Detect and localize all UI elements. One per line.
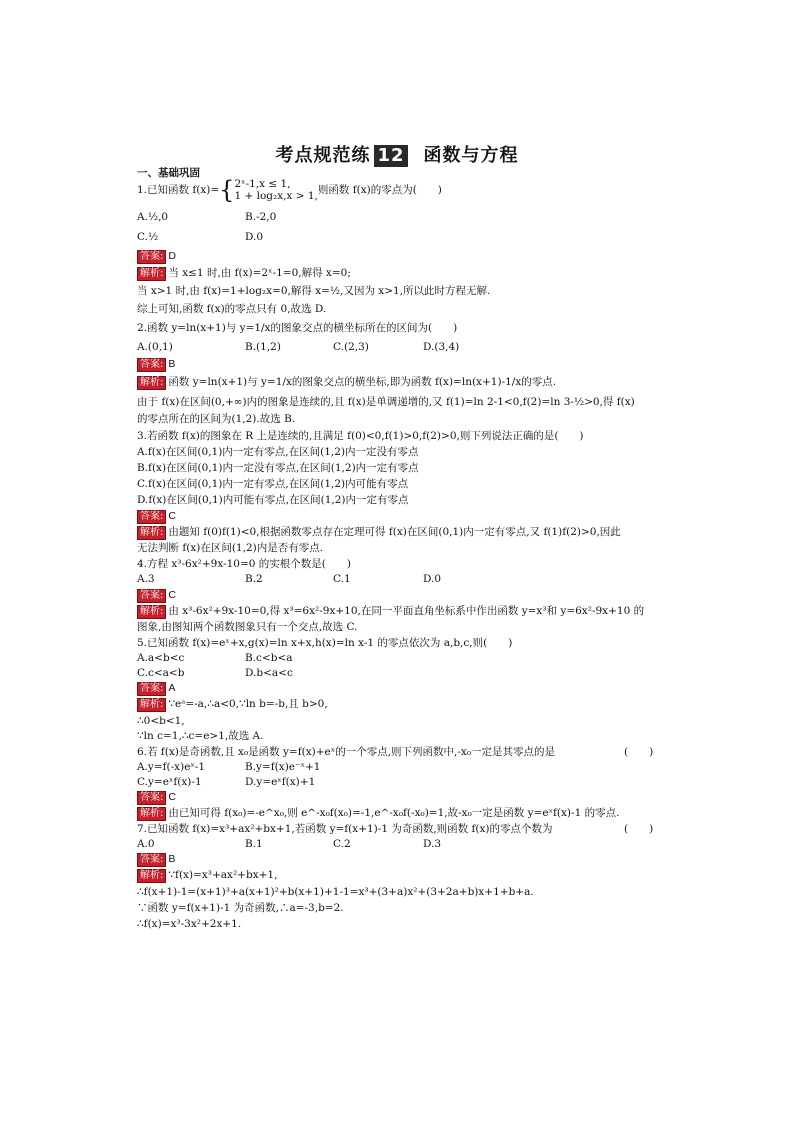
q4-answer-value: C	[168, 589, 176, 601]
q2-option-d: D.(3,4)	[423, 341, 460, 353]
q1-solution-text-1: 当 x≤1 时,由 f(x)=2ˣ-1=0,解得 x=0;	[168, 267, 351, 279]
q6-option-b: B.y=f(x)e⁻ˣ+1	[245, 761, 321, 773]
q3-answer-value: C	[168, 510, 176, 522]
q1-option-d: D.0	[245, 231, 264, 243]
q2-answer-value: B	[168, 358, 176, 370]
q4-option-a: A.3	[137, 573, 155, 585]
q3-solution-1	[137, 525, 621, 540]
q4-option-b: B.2	[245, 573, 263, 585]
q1-options-row-2	[137, 230, 697, 244]
answer-tag: 答案:	[137, 791, 166, 805]
q5-option-d: D.b<a<c	[245, 667, 293, 679]
q2-solution-1	[137, 375, 556, 390]
q2-solution-3: 的零点所在的区间为(1,2).故选 B.	[137, 413, 296, 425]
q7-option-d: D.3	[423, 838, 442, 850]
q4-option-d: D.0	[423, 573, 442, 585]
analysis-tag: 解析:	[137, 807, 166, 821]
q4-solution-1	[137, 604, 644, 619]
page-title	[0, 141, 794, 167]
q1-option-a: A.½,0	[137, 211, 169, 223]
q6-options-row-2	[137, 775, 697, 789]
q7-answer	[137, 852, 175, 867]
q1-solution-2: 当 x>1 时,由 f(x)=1+log₂x=0,解得 x=½,又因为 x>1,所以此时方程无解.	[137, 285, 491, 297]
q5-options-row-2	[137, 666, 697, 680]
q1-solution-1	[137, 266, 351, 281]
section-heading: 一、基础巩固	[137, 167, 200, 179]
question-3-stem: 3.若函数 f(x)的图象在 R 上是连续的,且满足 f(0)<0,f(1)>0,f(2)>0,则下列说法正确的是( )	[137, 430, 584, 442]
q6-options-row-1	[137, 760, 697, 774]
q3-option-c: C.f(x)在区间(0,1)内一定有零点,在区间(1,2)内可能有零点	[137, 478, 409, 490]
analysis-tag: 解析:	[137, 869, 166, 883]
q1-brace: {	[219, 176, 235, 204]
q4-solution-2: 图象,由图知两个函数图象只有一个交点,故选 C.	[137, 621, 358, 633]
q1-answer	[137, 249, 176, 264]
q7-solution-3: ∵函数 y=f(x+1)-1 为奇函数,∴a=-3,b=2.	[137, 902, 344, 914]
analysis-tag: 解析:	[137, 267, 166, 281]
question-4-stem: 4.方程 x³-6x²+9x-10=0 的实根个数是( )	[137, 558, 351, 570]
q2-options	[137, 340, 697, 354]
q1-cases	[234, 178, 317, 202]
exercise-number-badge: 12	[374, 145, 407, 167]
q7-options	[137, 837, 697, 851]
answer-tag: 答案:	[137, 250, 166, 264]
q1-case-1: 2ˣ-1,x ≤ 1,	[234, 178, 291, 190]
q6-solution-text-1: 由已知可得 f(x₀)=-e^x₀,则 e^-x₀f(x₀)=-1,e^-x₀f(-x₀)=1,故-x₀一定是函数 y=eˣf(x)-1 的零点.	[168, 807, 620, 819]
title-left: 考点规范练	[275, 145, 371, 166]
q2-answer	[137, 357, 175, 372]
q7-solution-4: ∴f(x)=x³-3x²+2x+1.	[137, 918, 242, 930]
answer-tag: 答案:	[137, 358, 166, 372]
q4-answer	[137, 588, 176, 603]
q1-solution-3: 综上可知,函数 f(x)的零点只有 0,故选 D.	[137, 303, 327, 315]
answer-tag: 答案:	[137, 682, 166, 696]
q4-options	[137, 572, 697, 586]
q5-solution-1	[137, 697, 328, 712]
q5-option-c: C.c<a<b	[137, 667, 185, 679]
q5-option-a: A.a<b<c	[137, 652, 185, 664]
analysis-tag: 解析:	[137, 376, 166, 390]
q2-option-b: B.(1,2)	[245, 341, 281, 353]
q2-option-a: A.(0,1)	[137, 341, 173, 353]
q1-answer-value: D	[168, 250, 176, 262]
q7-option-a: A.0	[137, 838, 155, 850]
q5-solution-text-1: ∵eᵃ=-a,∴a<0,∵ln b=-b,且 b>0,	[168, 698, 328, 710]
analysis-tag: 解析:	[137, 526, 166, 540]
question-2-stem: 2.函数 y=ln(x+1)与 y=1/x的图象交点的横坐标所在的区间为( )	[137, 322, 458, 334]
question-1-stem	[137, 178, 442, 208]
q2-option-c: C.(2,3)	[333, 341, 369, 353]
q3-answer	[137, 509, 176, 524]
q6-option-d: D.y=eˣf(x)+1	[245, 776, 316, 788]
q5-options-row-1	[137, 651, 697, 665]
q5-answer	[137, 681, 175, 696]
q6-answer	[137, 790, 176, 805]
q5-answer-value: A	[168, 682, 176, 694]
q1-case-2: 1 + log₂x,x > 1,	[234, 190, 318, 202]
q7-option-c: C.2	[333, 838, 351, 850]
q6-answer-value: C	[168, 791, 176, 803]
q5-solution-2: ∴0<b<1,	[137, 715, 185, 727]
title-right: 函数与方程	[423, 145, 519, 166]
q6-option-c: C.y=eˣf(x)-1	[137, 776, 202, 788]
q3-option-b: B.f(x)在区间(0,1)内一定没有零点,在区间(1,2)内一定有零点	[137, 462, 419, 474]
q3-solution-2: 无法判断 f(x)在区间(1,2)内是否有零点.	[137, 542, 324, 554]
q7-answer-value: B	[168, 853, 176, 865]
analysis-tag: 解析:	[137, 698, 166, 712]
q7-solution-text-1: ∵f(x)=x³+ax²+bx+1,	[168, 869, 278, 881]
question-6-stem	[137, 745, 657, 759]
q3-option-d: D.f(x)在区间(0,1)内可能有零点,在区间(1,2)内一定有零点	[137, 494, 409, 506]
q6-answer-bracket: ( )	[624, 746, 654, 758]
q2-solution-2: 由于 f(x)在区间(0,+∞)内的图象是连续的,且 f(x)是单调递增的,又 f(1)=ln 2-1<0,f(2)=ln 3-½>0,得 f(x)	[137, 396, 635, 408]
q7-solution-2: ∴f(x+1)-1=(x+1)³+a(x+1)²+b(x+1)+1-1=x³+(3+a)x²+(3+2a+b)x+1+b+a.	[137, 886, 534, 898]
q4-option-c: C.1	[333, 573, 351, 585]
question-5-stem: 5.已知函数 f(x)=eˣ+x,g(x)=ln x+x,h(x)=ln x-1 的零点依次为 a,b,c,则( )	[137, 637, 513, 649]
q5-option-b: B.c<b<a	[245, 652, 293, 664]
q1-options-row-1	[137, 210, 697, 224]
q1-tail: 则函数 f(x)的零点为( )	[317, 184, 442, 196]
q6-solution-1	[137, 806, 619, 821]
q7-answer-bracket: ( )	[624, 823, 654, 835]
q1-option-b: B.-2,0	[245, 211, 277, 223]
q7-option-b: B.1	[245, 838, 263, 850]
answer-tag: 答案:	[137, 510, 166, 524]
q3-solution-text-1: 由题知 f(0)f(1)<0,根据函数零点存在定理可得 f(x)在区间(0,1)内一定有零点,又 f(1)f(2)>0,因此	[168, 526, 621, 538]
answer-tag: 答案:	[137, 853, 166, 867]
q3-option-a: A.f(x)在区间(0,1)内一定有零点,在区间(1,2)内一定没有零点	[137, 446, 419, 458]
q4-solution-text-1: 由 x³-6x²+9x-10=0,得 x³=6x²-9x+10,在同一平面直角坐标系中作出函数 y=x³和 y=6x²-9x+10 的	[168, 605, 645, 617]
analysis-tag: 解析:	[137, 605, 166, 619]
q6-stem-text: 6.若 f(x)是奇函数,且 x₀是函数 y=f(x)+eˣ的一个零点,则下列函数中,-x₀一定是其零点的是	[137, 746, 556, 758]
q6-option-a: A.y=f(-x)eˣ-1	[137, 761, 206, 773]
q1-lead: 1.已知函数 f(x)=	[137, 184, 220, 196]
answer-tag: 答案:	[137, 589, 166, 603]
question-7-stem: 7.已知函数 f(x)=x³+ax²+bx+1,若函数 y=f(x+1)-1 为奇函数,则函数 f(x)的零点个数为	[137, 823, 553, 835]
q5-solution-3: ∵ln c=1,∴c=e>1,故选 A.	[137, 730, 264, 742]
q7-solution-1	[137, 868, 277, 883]
q1-option-c: C.½	[137, 231, 159, 243]
q2-solution-text-1: 函数 y=ln(x+1)与 y=1/x的图象交点的横坐标,即为函数 f(x)=ln(x+1)-1/x的零点.	[168, 376, 557, 388]
